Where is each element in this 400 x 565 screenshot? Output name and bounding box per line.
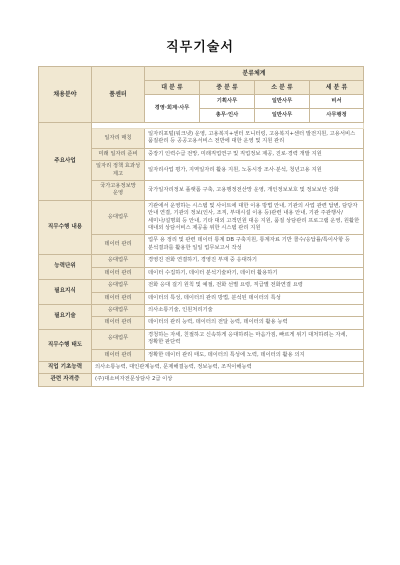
- duty-desc: 기관에서 운영하는 시스템 및 사이트에 대한 이용 방법 안내, 기관의 사업 관련 답변, 담당자 안내 연결, 기관의 정보(인사, 조직, 부대시설 이용 등)관련 내용 안내, 기관 주관행사/세미나/설명회 등 안내, 기타 대외 고객민원 대응 지원, 품질 상담관리 프로그램 운영, 원활한 대내외 상담서비스 제공을 위한 시스템 관리 지원: [145, 200, 364, 235]
- knowledge-desc: 데이터의 특성, 데이터의 관리 방법, 분석된 데이터의 특성: [145, 292, 364, 304]
- knowledge-name: 응대업무: [92, 280, 145, 292]
- task-desc: 국가일자리정보 플랫폼 구축, 고용행정전산망 운영, 개인정보보호 및 정보보안 강화: [145, 181, 364, 201]
- competency-name: 데이터 관리: [92, 267, 145, 279]
- col-middle: 중 분 류: [200, 81, 255, 95]
- main-tasks-label: 주요사업: [39, 123, 92, 201]
- competency-label: 능력단위: [39, 255, 92, 280]
- attitude-desc: 경청하는 자세, 친절하고 신속하게 응대하려는 마음가짐, 빠르게 위기 대처하려는 자세, 정확한 판단력: [145, 329, 364, 349]
- task-name: 일자리 매칭: [92, 129, 145, 149]
- center-header: 품센터: [92, 67, 145, 123]
- document-title: 직무기술서: [166, 40, 234, 55]
- attitude-name: 데이터 관리: [92, 349, 145, 361]
- attitude-name: 응대업무: [92, 329, 145, 349]
- field-header: 채용분야: [39, 67, 92, 123]
- skill-desc: 의사소통기술, 인원처리기술: [145, 304, 364, 316]
- skills-label: 필요기술: [39, 304, 92, 329]
- skill-name: 응대업무: [92, 304, 145, 316]
- duty-desc: 업무 용 정리 및 관련 데이터 통계 DB 구축지원, 통계자료 기반 콜수/응답률/특이사항 등 분석결과를 활용한 일일 업무보고서 작성: [145, 235, 364, 255]
- knowledge-name: 데이터 관리: [92, 292, 145, 304]
- cert-desc: (주)대소비자전문상담사 2급 이상: [92, 374, 364, 386]
- class-middle-2: 총무·인사: [200, 109, 255, 123]
- competency-name: 응대업무: [92, 255, 145, 267]
- class-middle-1: 기획사무: [200, 95, 255, 109]
- competency-desc: 데이터 수집하기, 데이터 분석기술파기, 데이터 활용하기: [145, 267, 364, 279]
- cert-label: 관련 자격증: [39, 374, 92, 386]
- job-description-table: [38, 66, 364, 387]
- task-name: 국가고용정보망 운영: [92, 181, 145, 201]
- col-detail: 세 분 류: [310, 81, 364, 95]
- system-header: 분류체계: [145, 67, 364, 81]
- class-detail-2: 사무행정: [310, 109, 364, 123]
- duty-name: 응대업무: [92, 200, 145, 235]
- task-name: 미래 일자리 준비: [92, 148, 145, 160]
- attitude-desc: 정확한 데이터 관리 태도, 데이터의 특성에 노력, 데이터의 활용 의지: [145, 349, 364, 361]
- basic-label: 직업 기초능력: [39, 361, 92, 373]
- duties-label: 직무수행 내용: [39, 200, 92, 254]
- class-detail-1: 비서: [310, 95, 364, 109]
- knowledge-desc: 전화 응대 걸기 원칙 및 예절, 전화 선별 요령, 직급별 전화연결 요령: [145, 280, 364, 292]
- skill-name: 데이터 관리: [92, 317, 145, 329]
- knowledge-label: 필요지식: [39, 280, 92, 305]
- task-desc: 일자리사업 평가, 지역일자리 활용 지원, 노동시장 조사·분석, 청년고용 지원: [145, 161, 364, 181]
- class-major: 경영·회계·사무: [145, 95, 200, 123]
- duty-name: 데이터 관리: [92, 235, 145, 255]
- class-minor-2: 일반사무: [255, 109, 310, 123]
- competency-desc: 경영진 전화 연결하기, 경영진 부재 중 응대하기: [145, 255, 364, 267]
- task-name: 일자리 정책 효과성 제고: [92, 161, 145, 181]
- col-major: 대 분 류: [145, 81, 200, 95]
- basic-desc: 의사소통능력, 대인관계능력, 문제해결능력, 정보능력, 조직이해능력: [92, 361, 364, 373]
- task-desc: 중장기 인력수급 전망, 미래직업연구 및 직업정보 제공, 진로·경력 개발 지원: [145, 148, 364, 160]
- class-minor-1: 일반사무: [255, 95, 310, 109]
- task-desc: 일자리포털(워크넷) 운영, 고용복지+센터 모니터링, 고용복지+센터 발전지원, 고용서비스 품질관리 등 공공고용서비스 전반에 대한 운영 및 지원 관리: [145, 129, 364, 149]
- col-minor: 소 분 류: [255, 81, 310, 95]
- skill-desc: 데이터의 관리 능력, 데이터의 전달 능력, 데이터의 활용 능력: [145, 317, 364, 329]
- attitude-label: 직무수행 태도: [39, 329, 92, 361]
